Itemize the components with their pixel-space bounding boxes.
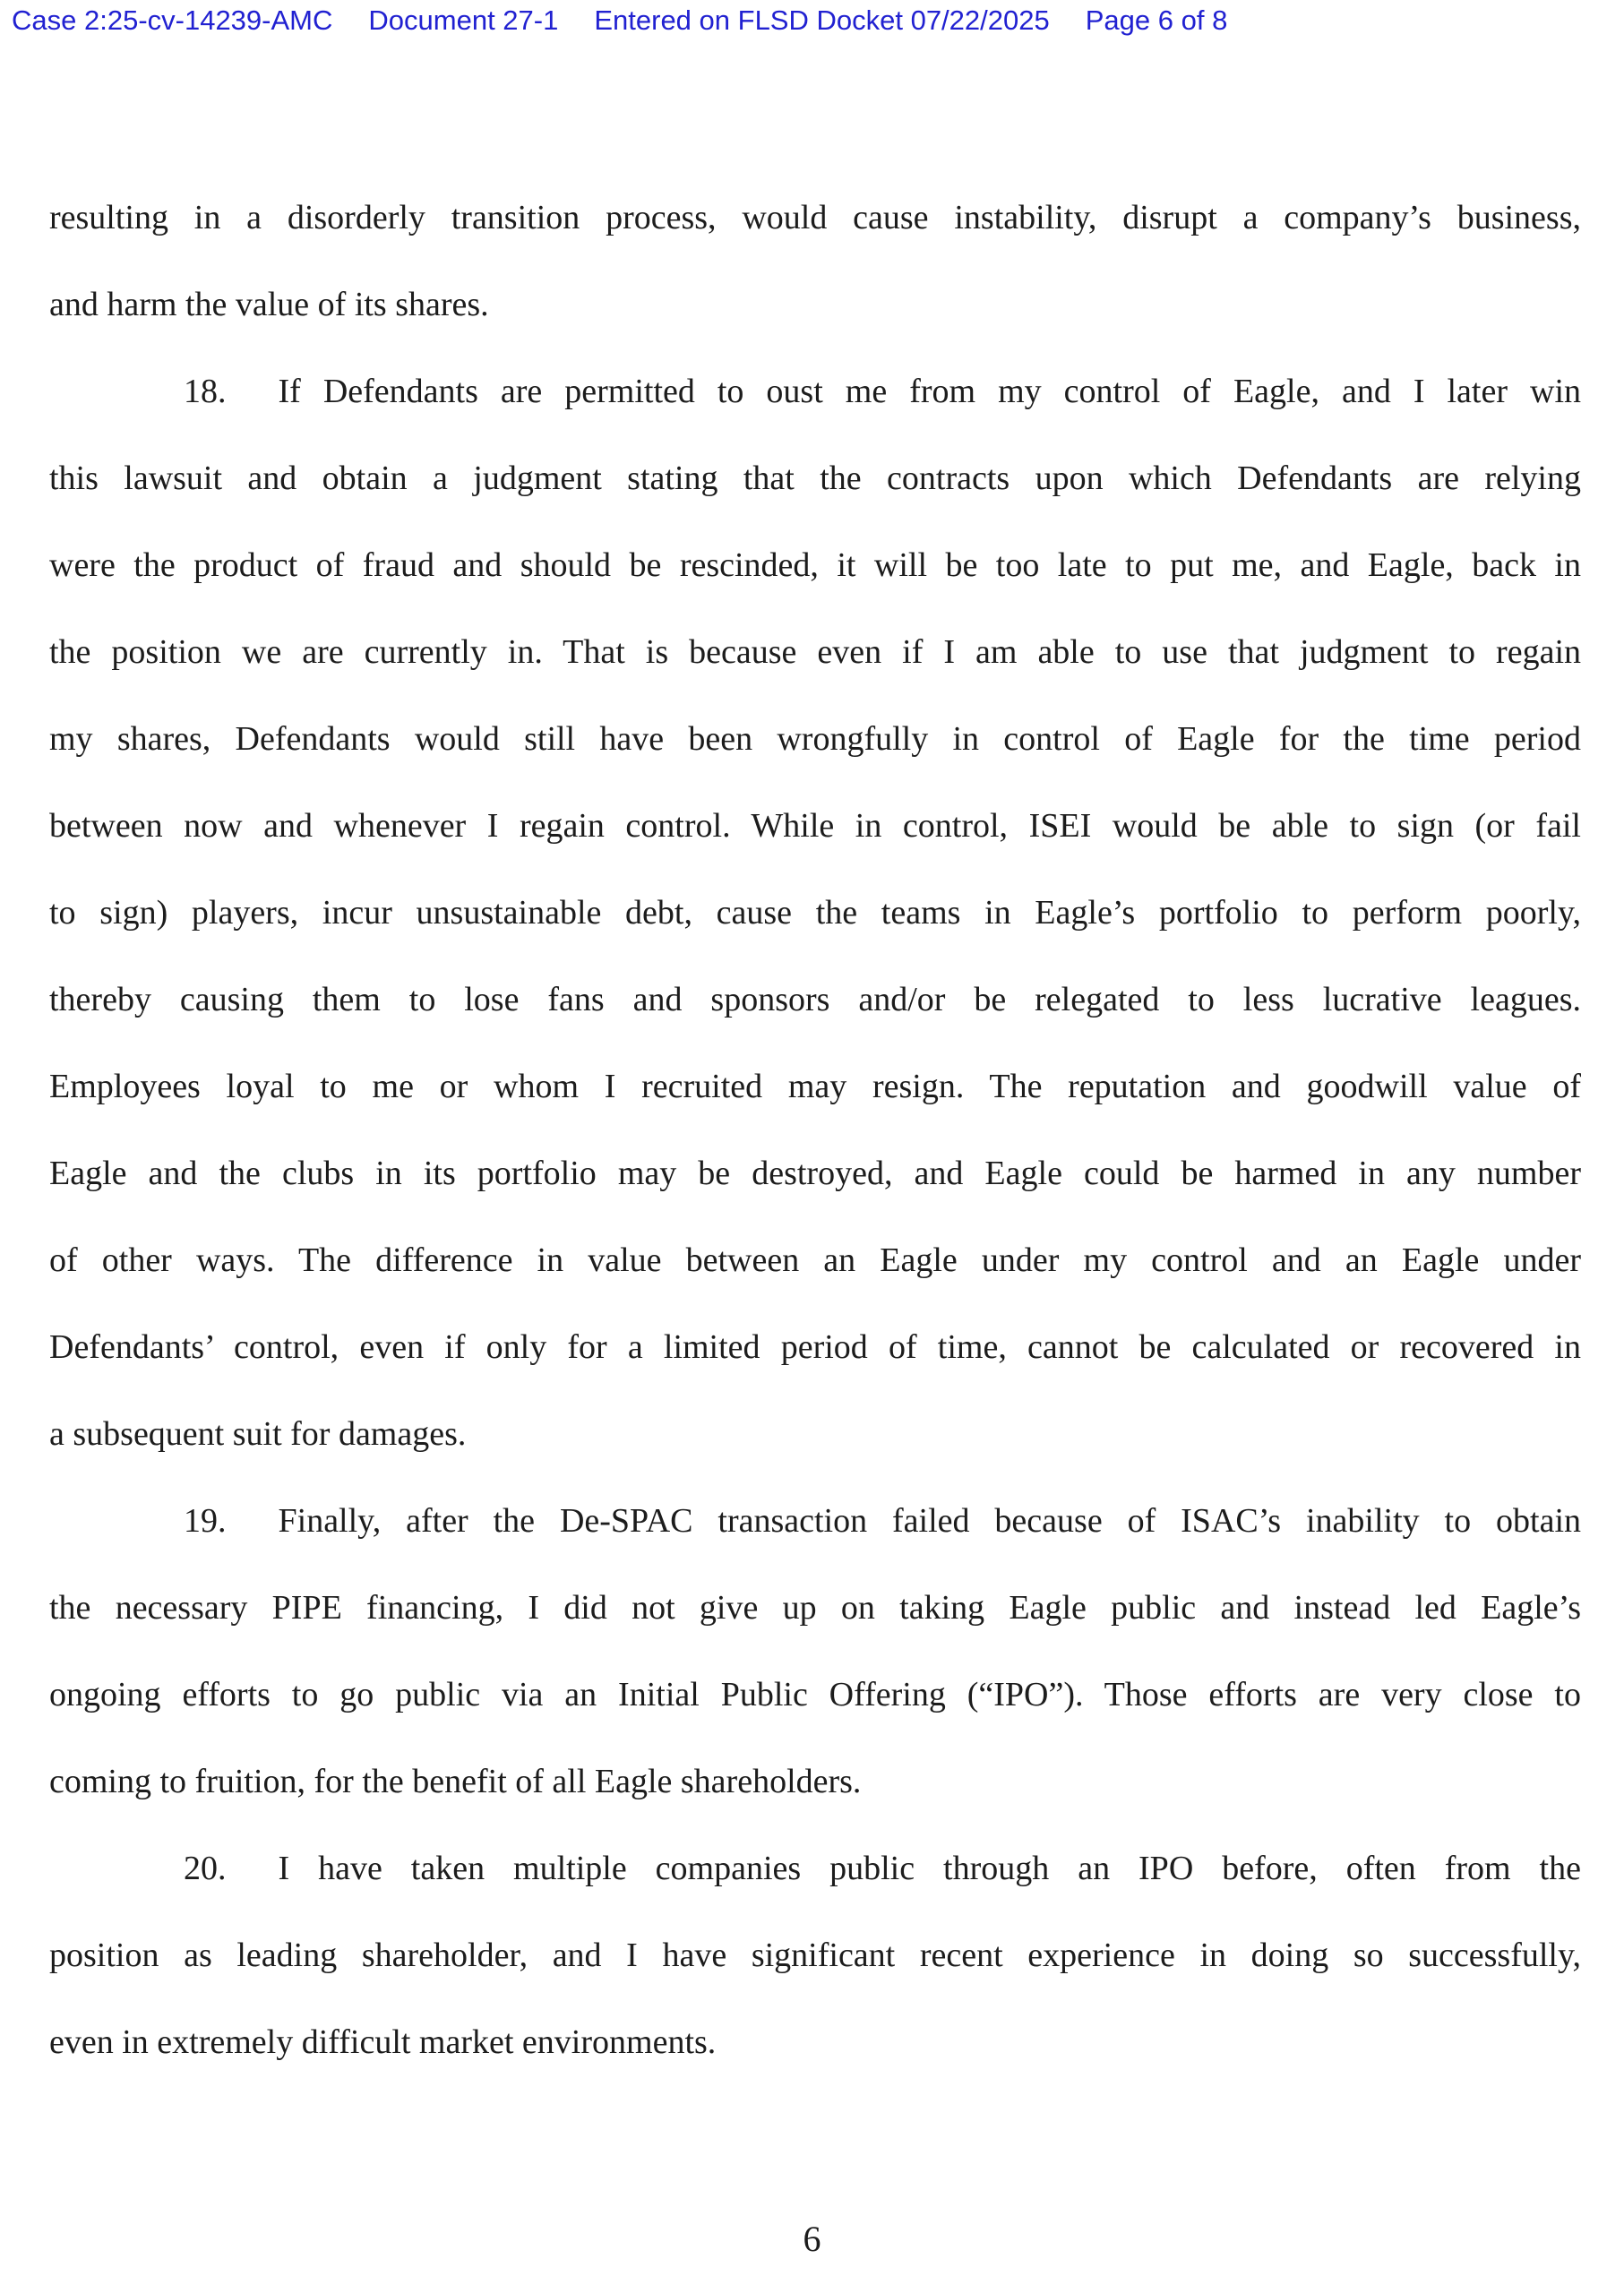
body-line: 19. Finally, after the De-SPAC transaction failed because of ISAC’s inability to obtain xyxy=(184,1502,1581,1540)
body-line: thereby causing them to lose fans and sponsors and/or be relegated to less lucrative leagues. xyxy=(49,981,1581,1018)
document-number: Document 27-1 xyxy=(368,4,559,36)
page-indicator: Page 6 of 8 xyxy=(1085,4,1228,36)
paragraph-number: 18. xyxy=(184,373,227,410)
body-line: a subsequent suit for damages. xyxy=(49,1415,467,1453)
body-line: between now and whenever I regain control. While in control, ISEI would be able to sign (or fail xyxy=(49,807,1581,845)
body-line: resulting in a disorderly transition process, would cause instability, disrupt a company’s business, xyxy=(49,199,1581,236)
body-line: Defendants’ control, even if only for a limited period of time, cannot be calculated or recovered in xyxy=(49,1328,1581,1366)
case-number: Case 2:25-cv-14239-AMC xyxy=(12,4,333,36)
docket-entry: Entered on FLSD Docket 07/22/2025 xyxy=(594,4,1050,36)
page-number-footer xyxy=(0,2220,1624,2259)
body-line: of other ways. The difference in value between an Eagle under my control and an Eagle under xyxy=(49,1241,1581,1279)
case-stamp-header xyxy=(12,5,1617,36)
paragraph-number: 19. xyxy=(184,1502,227,1540)
body-line: even in extremely difficult market environments. xyxy=(49,2023,717,2061)
body-line: and harm the value of its shares. xyxy=(49,286,489,323)
body-line: Eagle and the clubs in its portfolio may be destroyed, and Eagle could be harmed in any number xyxy=(49,1155,1581,1192)
body-line: to sign) players, incur unsustainable debt, cause the teams in Eagle’s portfolio to perform poorly, xyxy=(49,894,1581,932)
body-line: Employees loyal to me or whom I recruited may resign. The reputation and goodwill value of xyxy=(49,1068,1581,1105)
body-line: were the product of fraud and should be rescinded, it will be too late to put me, and Eagle, back in xyxy=(49,546,1581,584)
body-line: the necessary PIPE financing, I did not give up on taking Eagle public and instead led Eagle’s xyxy=(49,1589,1581,1627)
body-line: coming to fruition, for the benefit of all Eagle shareholders. xyxy=(49,1763,862,1800)
page-number: 6 xyxy=(803,2219,821,2259)
body-line: ongoing efforts to go public via an Initial Public Offering (“IPO”). Those efforts are very close to xyxy=(49,1676,1581,1713)
document-body xyxy=(49,175,1581,2086)
body-line: 18. If Defendants are permitted to oust me from my control of Eagle, and I later win xyxy=(184,373,1581,410)
paragraph-number: 20. xyxy=(184,1850,227,1887)
body-line: this lawsuit and obtain a judgment stating that the contracts upon which Defendants are relying xyxy=(49,459,1581,497)
body-line: my shares, Defendants would still have been wrongfully in control of Eagle for the time period xyxy=(49,720,1581,758)
body-line: the position we are currently in. That is because even if I am able to use that judgment to regain xyxy=(49,633,1581,671)
body-line: 20. I have taken multiple companies public through an IPO before, often from the xyxy=(184,1850,1581,1887)
body-line: position as leading shareholder, and I have significant recent experience in doing so successfully, xyxy=(49,1937,1581,1974)
